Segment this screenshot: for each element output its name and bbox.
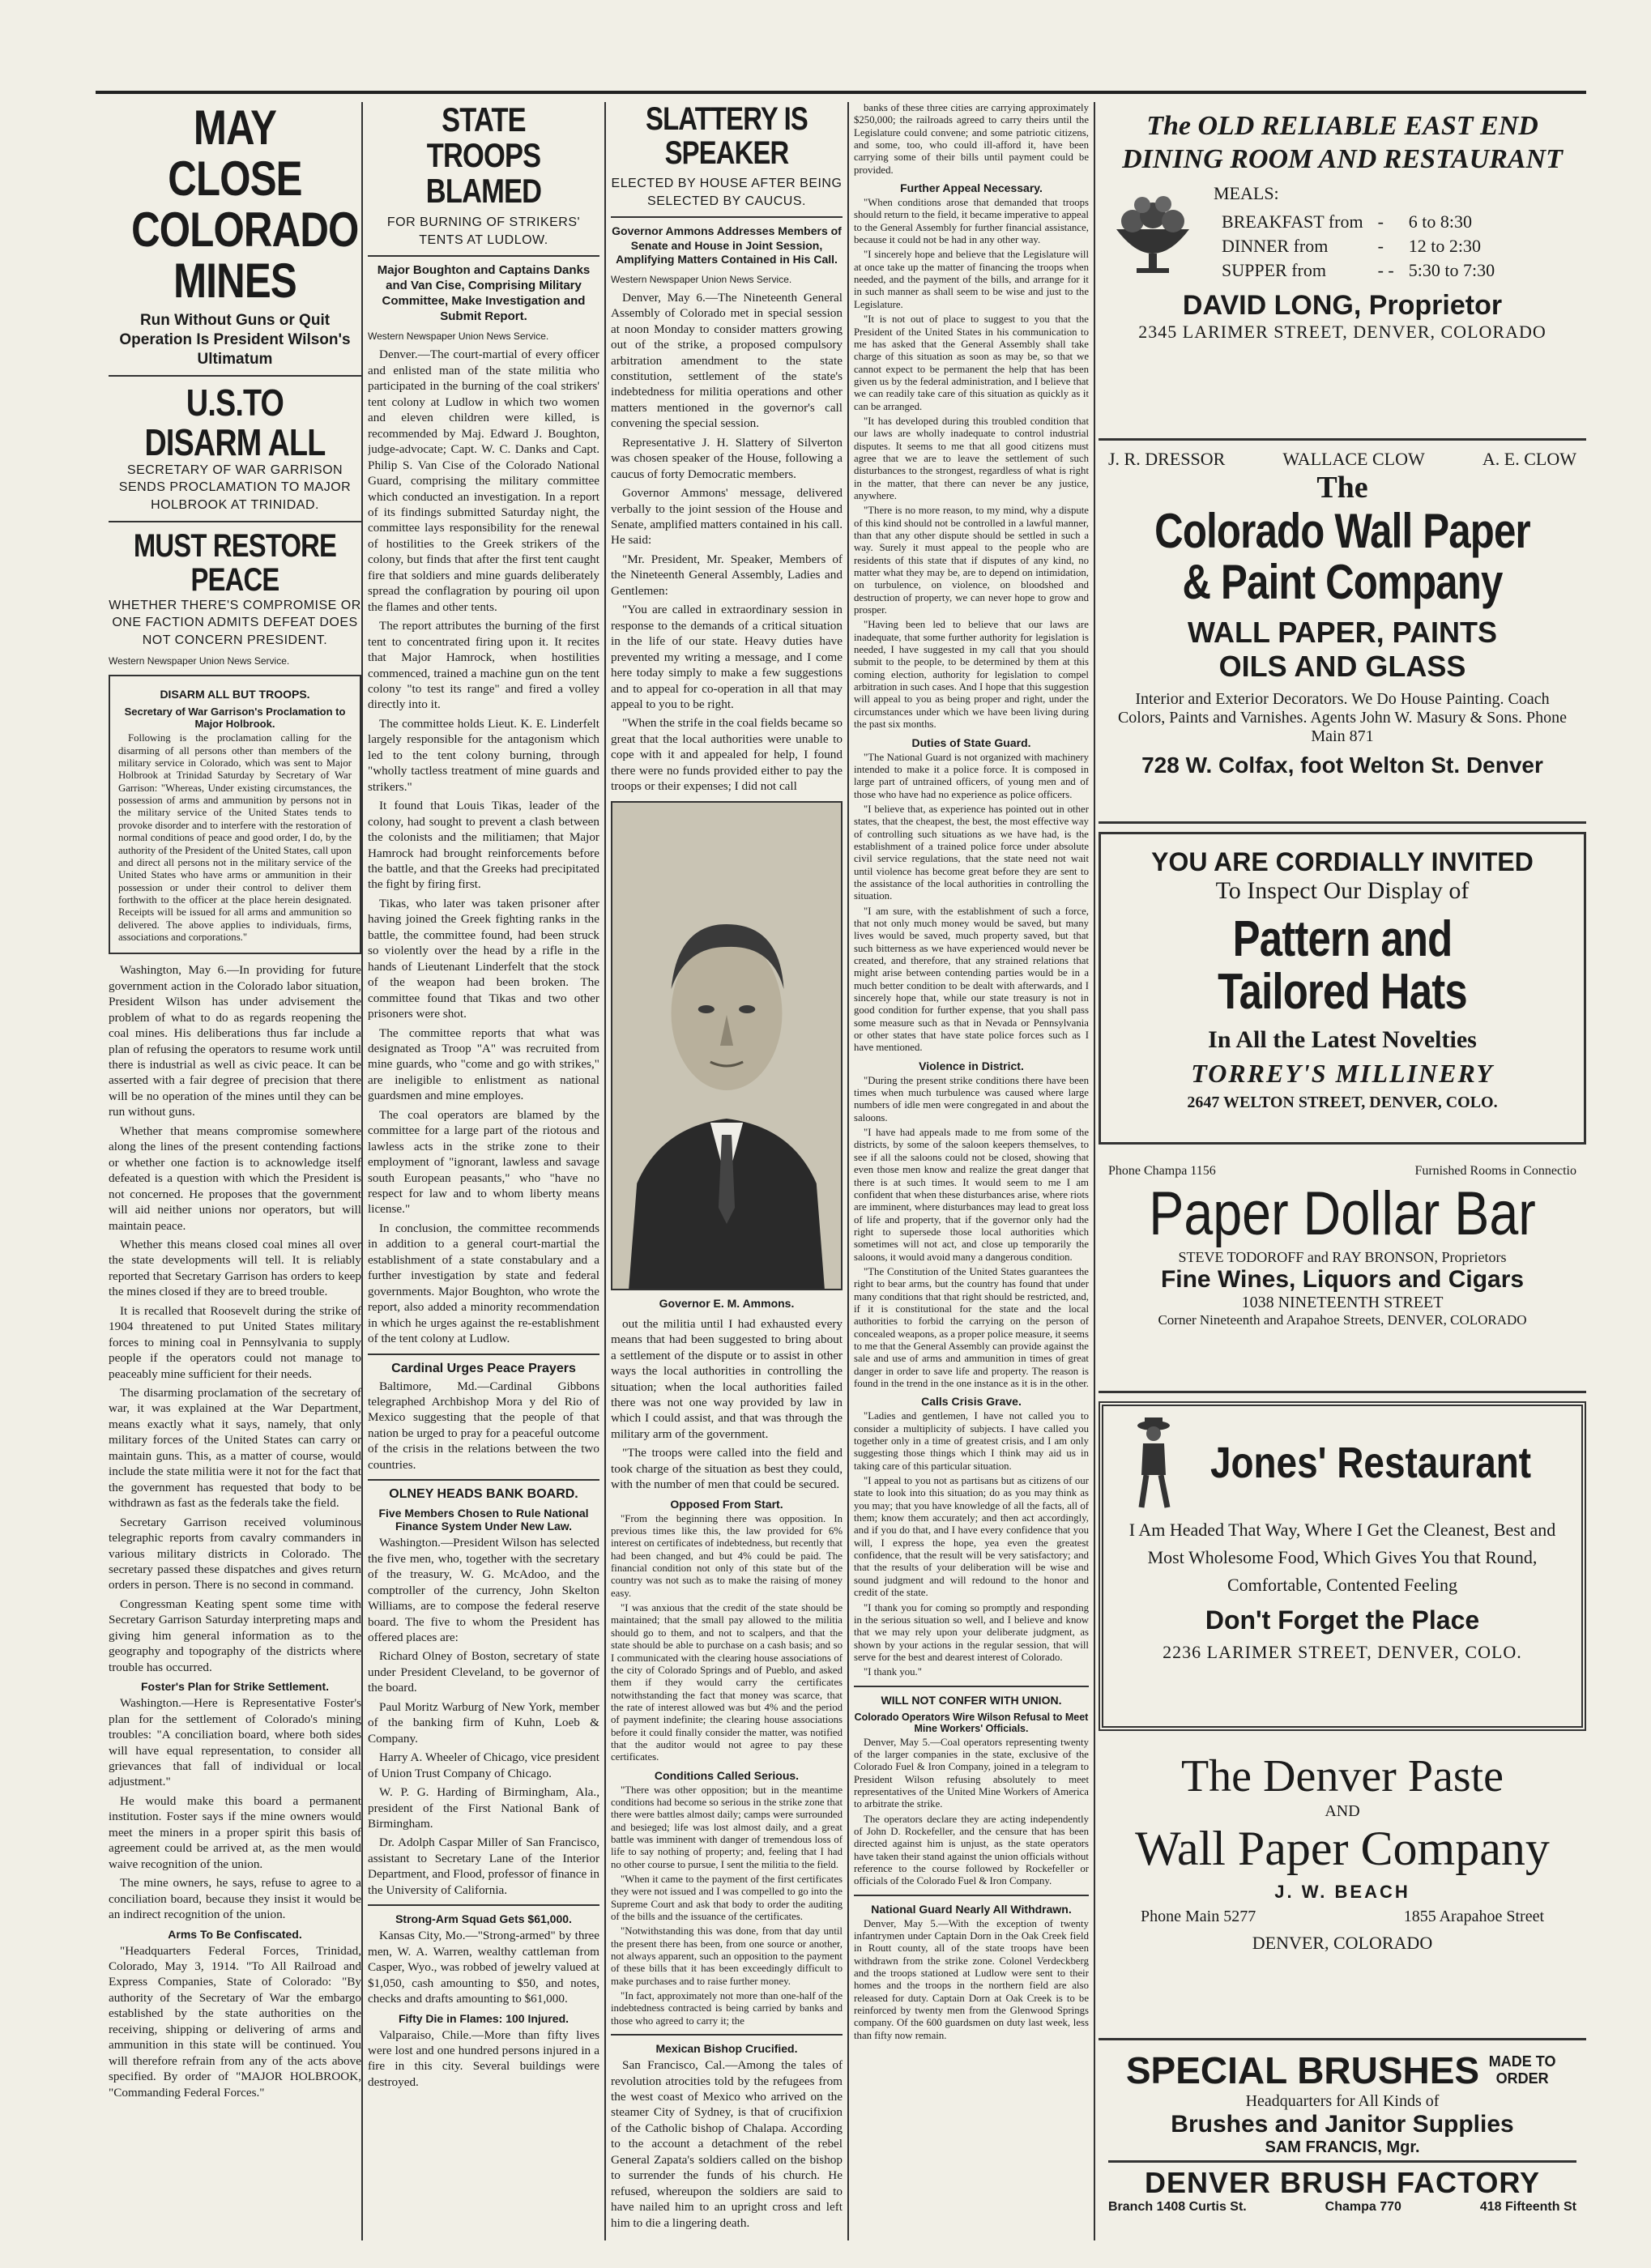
ad-and: AND	[1325, 1802, 1360, 1820]
section-heading: Opposed From Start.	[670, 1497, 783, 1511]
newspaper-page	[96, 91, 1586, 2252]
ad-line: Fine Wines, Liquors and Cigars	[1160, 1266, 1525, 1294]
paragraph: Denver, May 5.—Coal operators representing twenty of the larger companies in the state, exclusive of the Colorado Fuel & Iron Company, joined in a telegram to President Wilson refusing absolutely to meet representatives of the United Mine Workers of America to arbitrate the strike.	[854, 1736, 1089, 1810]
paragraph: San Francisco, Cal.—Among the tales of revolution atrocities told by the refugees from the west coast of Mexico who arrived on the steamer City of Sydney, is that of crucifixion of the Catholic bishop of Chalapa. According to the account a detachment of the rebel General Zapata's soldiers called on the bishop to surrender the funds of his church. He refused, whereupon the soldiers are said to have nailed him to an upright cross and left him to die a lingering death.	[611, 2058, 843, 2230]
paragraph: "Notwithstanding this was done, from that day until the present there has been, from one source or another, not always apparent, such an opposition to the payment of these bills that it has been exceedingly difficult to make purchases and to raise further money.	[611, 1925, 843, 1987]
ad-address: 728 W. Colfax, foot Welton St. Denver	[1141, 752, 1543, 778]
paragraph: "Having been led to believe that our laws are inadequate, that some further authority for legislation is needed, I have suggested in my call that you should submit to the people, to be determined by them at this coming election, authority for legislation to compel arbitration in such cases. And I hope that this suggestion will appeal to you as being proper and right, under the circumstances under which we have been living during the past six months.	[854, 619, 1089, 731]
ad-paper-dollar-bar	[1099, 1156, 1586, 1393]
meal-time: 6 to 8:30	[1408, 211, 1472, 232]
paragraph: "I thank you for coming so promptly and responding in the serious situation so well, and I believe and know that we may rely upon your deliberate judgment, as shown by your actions in the regular session, that will serve for the best and dearest interest of Colorado.	[854, 1601, 1089, 1663]
ad-line: In All the Latest Novelties	[1208, 1026, 1477, 1054]
subheadline-deck: SECRETARY OF WAR GARRISON SENDS PROCLAMATION TO MAJOR HOLBROOK AT TRINIDAD.	[118, 463, 352, 513]
ad-factory: DENVER BRUSH FACTORY	[1144, 2166, 1541, 2199]
ad-torreys-millinery	[1099, 832, 1586, 1145]
ad-title: Jones' Restaurant	[1209, 1439, 1532, 1487]
ad-city: DENVER, COLORADO	[1252, 1933, 1433, 1953]
ad-branch: Branch 1408 Curtis St.	[1108, 2200, 1247, 2214]
headline-deck: ELECTED BY HOUSE AFTER BEING SELECTED BY CAUCUS.	[611, 177, 843, 208]
section-heading: National Guard Nearly All Withdrawn.	[871, 1902, 1072, 1916]
paragraph: He would make this board a permanent institution. Foster says if the mine owners would meet the miners in a proper spirit this basis of agreement could be arrived at, as the men would waive recognition of the union.	[109, 1793, 361, 1871]
ad-text: I Am Headed That Way, Where I Get the Cleanest, Best and Most Wholesome Food, Which Gives You that Round, Comfortable, Contented Feeling	[1128, 1520, 1556, 1596]
section-heading: Violence in District.	[919, 1059, 1024, 1072]
box-subtitle: Secretary of War Garrison's Proclamation to Major Holbrook.	[124, 706, 346, 731]
ad-contact-row	[1108, 1908, 1576, 1926]
paragraph: Washington.—President Wilson has selected the five men, who, together with the secretary of the treasury, W. G. McAdoo, and the comptroller of the currency, John Skelton Williams, are to compose the federal reserve board. The five to whom the President has offered places are:	[368, 1536, 599, 1644]
paragraph: Harry A. Wheeler of Chicago, vice president of Union Trust Company of Chicago.	[368, 1750, 599, 1780]
paragraph: Denver, May 6.—The Nineteenth General Assembly of Colorado met in special session at noon Monday to consider matters growing out of the strike, a proposed compulsory arbitration amendment to the state constitution, settlement of the state's indebtedness for militia operations and other matters mentioned in the governor's call convening the special session.	[611, 290, 843, 431]
paragraph: "I appeal to you not as partisans but as citizens of our state to look into this situation; do as you may think as you may; that you have knowledge of all the facts, all of them; know them accurately; and then act accordingly, and if you do that, and I have every confidence that you will, I express the hope, yea even the greatest confidence, that the result will be very satisfactory; and that the results of your deliberation will be wise and sound judgment and will redound to the honor and credit of the state.	[854, 1475, 1089, 1599]
section-heading: Further Appeal Necessary.	[900, 181, 1043, 195]
paragraph: Congressman Keating spent some time with Secretary Garrison Saturday interpreting maps and giving him general information as to the geography and topography of the districts where trouble has occurred.	[109, 1597, 361, 1674]
section-heading: OLNEY HEADS BANK BOARD.	[389, 1487, 578, 1502]
ad-phone: Phone Champa 1156	[1108, 1164, 1216, 1178]
meal-name: DINNER from	[1222, 235, 1329, 256]
paragraph: "I thank you."	[864, 1666, 922, 1678]
paragraph: "When conditions arose that demanded that troops should return to the field, it became imperative to appeal to the General Assembly for further financial assistance, because it could not be had in any other way.	[854, 197, 1089, 246]
paragraph: "When it came to the payment of the first certificates they were not issued and I was compelled to go into the Supreme Court and ask that body to order the auditing of the bills and the issuance of the certificates.	[611, 1874, 843, 1923]
ad-line: Brushes and Janitor Supplies	[1171, 2111, 1514, 2138]
meal-name: SUPPER from	[1222, 259, 1326, 280]
meal-time: 5:30 to 7:30	[1408, 259, 1495, 280]
paragraph: Secretary Garrison received voluminous telegraphic reports from cavalry commanders in various military districts in Colorado. The secretary passed these dispatches and gives return orders in person. There is no second in command.	[109, 1515, 361, 1592]
box-title: DISARM ALL BUT TROOPS.	[160, 688, 310, 701]
headline: SLATTERY IS SPEAKER	[646, 102, 808, 171]
column-4	[854, 102, 1089, 2240]
section-deck: Five Members Chosen to Rule National Finance System Under New Law.	[378, 1507, 589, 1533]
ad-slogan: Don't Forget the Place	[1205, 1605, 1480, 1635]
ad-mgr: SAM FRANCIS, Mgr.	[1265, 2138, 1420, 2156]
paragraph: The committee holds Lieut. K. E. Linderfelt largely responsible for the antagonism which led to the tent colony burning, through "wholly tactless treatment of mine guards and strikers."	[368, 716, 599, 794]
portrait-image	[612, 803, 841, 1289]
credit-line: Western Newspaper Union News Service.	[368, 330, 549, 343]
ad-title: Paper Dollar Bar	[1149, 1179, 1536, 1248]
paragraph: "During the present strike conditions there have been times when much turbulence was caused where large numbers of idle men were congregated in and about the saloons.	[854, 1074, 1089, 1123]
paragraph: It is recalled that Roosevelt during the strike of 1904 threatened to put United States military forces to mining coal in Pennsylvania to supply people if the operators could not manage to peaceably mine sufficient for their needs.	[109, 1303, 361, 1381]
paragraph: Washington.—Here is Representative Foster's plan for the settlement of Colorado's mining troubles: "A conciliation board, where both sides will have equal representation, to consider all grievances that fall of individual or local adjustment."	[109, 1696, 361, 1789]
ad-title: The OLD RELIABLE EAST END DINING ROOM AND RESTAURANT	[1122, 111, 1563, 174]
ad-line: YOU ARE CORDIALLY INVITED	[1151, 847, 1534, 876]
paragraph: "I was anxious that the credit of the state should be maintained; that the small pay allowed to the militia should go to them, and not to scalpers, and that the state should be able to purchase on a cash basis; and so I communicated with the clearing house associations of the city of Colorado Springs and of Pueblo, and asked them if they would carry the certificates notwithstanding the fact that money was scarce, that the rate of interest allowed was but 4% and the period of payment indefinite; the clearing house associations before it could finally consider the matter, was notified that the auditor would not agree to pay these certificates.	[611, 1602, 843, 1763]
box-text: Following is the proclamation calling for the disarming of all persons other than members of the military service in Colorado, which was sent to Major Holbrook at Trinidad Saturday by Secretary of War Garrison: "Whereas, Under existing circumstances, the possession of arms and ammunition by persons not in the military service of the United States tends to provoke disorder and to interfere with the restoration of normal conditions of peace and good order, I do, by the authority of the President of the United States, call upon and direct all persons not in the military service of the United States who have arms or ammunition in their possession or under their control to deliver them forthwith to the officer at the place herein designated. Receipts will be issued for all arms and ammunition so delivered. The above applies to individuals, firms, associations and corporations."	[118, 732, 352, 943]
ad-title: The Denver Paste	[1180, 1751, 1504, 1801]
governor-portrait	[611, 801, 843, 1290]
ad-name: A. E. CLOW	[1482, 449, 1576, 469]
section-heading: Strong-Arm Squad Gets $61,000.	[395, 1912, 572, 1926]
ad-phone: Champa 770	[1325, 2200, 1401, 2214]
meal-row	[1215, 259, 1501, 282]
paragraph: Governor Ammons' message, delivered verbally to the joint session of the House and Senate, amplified matters contained in his call. He said:	[611, 486, 843, 548]
fruit-bowl-icon	[1108, 185, 1197, 282]
ad-title: SPECIAL BRUSHES	[1125, 2049, 1480, 2091]
meal-dashes: -	[1377, 211, 1384, 232]
paragraph: banks of these three cities are carrying approximately $250,000; the railroads agreed to carry theirs until the Legislature could convene; and some patriotic citizens, and some, too, who could ill-afford it, have been carrying some of their bills until payment could be provided.	[854, 102, 1089, 176]
ad-text: Interior and Exterior Decorators. We Do House Painting. Coach Colors, Paints and Varnishes. Agents John W. Masury & Sons. Phone Main 871	[1117, 690, 1568, 745]
ad-east-end-restaurant	[1099, 102, 1586, 441]
paragraph: The mine owners, he says, refuse to agree to a conciliation board, because they insist it would be an indirect recognition of the union.	[109, 1876, 361, 1922]
section-deck: Colorado Operators Wire Wilson Refusal to Meet Mine Workers' Officials.	[854, 1711, 1089, 1734]
column-2	[368, 102, 599, 2240]
ad-line: WALL PAPER, PAINTS	[1187, 616, 1498, 649]
paragraph: "It is not out of place to suggest to you that the President of the United States in his communication to me has asked that the General Assembly shall take charge of this situation as soon as may be, so that we cannot expect to be permanent the help that has been given us by the federal administration, and I believe that we can readily take care of this situation as quickly as it can be arranged.	[854, 313, 1089, 412]
ad-line: To Inspect Our Display of	[1215, 877, 1470, 904]
paragraph: "I have had appeals made to me from some of the districts, by some of the saloon keepers themselves, to see if all the saloons could not be closed, showing that even those men know and realize the great danger that there is at such times. It would seem to me I am confident that when these disturbances arise, where riots are imminent, where disturbances may lead to great loss of life and property, that if the governor only had the right to supersede those local authorities which sometimes will not act, and close up temporarily the saloons, it would avoid many a dangerous condition.	[854, 1127, 1089, 1263]
headline-deck: Major Boughton and Captains Danks and Van Cise, Comprising Military Committee, Make Investigation and Submit Report.	[377, 263, 591, 323]
paragraph: Whether this means closed coal mines all over the state developments will tell. It is reliably reported that Secretary Garrison has orders to keep the mines closed if they are to breed trouble.	[109, 1237, 361, 1299]
subheadline: U.S.TO DISARM ALL	[144, 382, 326, 463]
ad-address: 2236 LARIMER STREET, DENVER, COLO.	[1163, 1642, 1522, 1663]
ad-address: 1038 NINETEENTH STREET	[1241, 1294, 1444, 1312]
paragraph: "It has developed during this troubled condition that our laws are wholly inadequate to control industrial disputes. It seems to me that all good citizens must agree that we are to leave the settlement of such disturbances to the strongest, regardless of what is right in the matter, that there can never be any justice, anywhere.	[854, 415, 1089, 501]
ad-address: 2345 LARIMER STREET, DENVER, COLORADO	[1138, 321, 1546, 342]
ad-address: 2647 WELTON STREET, DENVER, COLO.	[1187, 1094, 1498, 1112]
portrait-caption: Governor E. M. Ammons.	[659, 1296, 795, 1310]
ad-the: The	[1316, 471, 1368, 505]
paragraph: out the militia until I had exhausted every means that had been suggested to bring about a settlement of the dispute or to assist in other ways the local authorities in controlling the situation; when the local authorities failed there was not one way provided by law in which I could assist, and that was through the military arm of the government.	[611, 1316, 843, 1441]
subheadline: MUST RESTORE PEACE	[133, 527, 337, 598]
paragraph: Representative J. H. Slattery of Silverton was chosen speaker of the House, following a caucus of forty Democratic members.	[611, 435, 843, 481]
ad-phone: Phone Main 5277	[1141, 1908, 1256, 1925]
paragraph: "Mr. President, Mr. Speaker, Members of the Nineteenth General Assembly, Ladies and Gentlemen:	[611, 552, 843, 598]
section-heading: Fifty Die in Flames: 100 Injured.	[398, 2011, 570, 2025]
paragraph: The disarming proclamation of the secretary of war, it was explained at the War Department, means exactly what it says, namely, that only military forces of the United States can carry or maintain guns. This, as a matter of course, would include the state militia were it not for the fact that the government has requested that body to be withdrawn as fast as the federals take the field.	[109, 1386, 361, 1511]
paragraph: "There is no more reason, to my mind, why a dispute of this kind should not be controlled in a lawful manner, than that any other dispute should be settled in such a way. Surely it must appeal to the people who are residents of this state that if disputes of any kind, no matter what they may be, are to depend on intimidation, on turbulence, on violence, on bloodshed and destruction of property, we can never hope to grow and prosper.	[854, 505, 1089, 616]
ad-denver-brush-factory	[1099, 2040, 1586, 2219]
ad-name: J. R. DRESSOR	[1108, 449, 1226, 469]
column-divider	[604, 102, 606, 2240]
paragraph: W. P. G. Harding of Birmingham, Ala., president of the First National Bank of Birmingham.	[368, 1785, 599, 1831]
meals-label: MEALS:	[1214, 182, 1279, 203]
column-divider	[847, 102, 849, 2240]
paragraph: Tikas, who later was taken prisoner after having joined the Greek fighting ranks in the battle, the committee found, had been struck so violently over the head by a rifle in the hands of Lieutenant Linderfelt that the stock of the weapon had been broken. The committee found that Tikas and two other prisoners were shot.	[368, 896, 599, 1021]
paragraph: Whether that means compromise somewhere along the lines of the present contending factions or whether one faction is to acknowledge itself defeated is a question with which the President is not concerned. He proposes that the government will aid neither unions nor operators, but will maintain peace.	[109, 1123, 361, 1233]
paragraph: Richard Olney of Boston, secretary of state under President Cleveland, to be governor of the board.	[368, 1649, 599, 1695]
meal-row	[1215, 235, 1501, 258]
section-heading: Arms To Be Confiscated.	[168, 1927, 302, 1941]
section-heading: Mexican Bishop Crucified.	[655, 2042, 798, 2056]
paragraph: "When the strife in the coal fields became so great that the local authorities were unable to cope with it and appealed for help, I found there were no funds provided either to pay the troops or their expenses; I did not call	[611, 716, 843, 794]
paragraph: The operators declare they are acting independently of John D. Rockefeller, and the censure that has been directed against him is unjust, as the state operators have taken their stand against the union officials without reference to the course followed by Rockefeller or officials of the Colorado Fuel & Iron Company.	[854, 1813, 1089, 1887]
headline-deck: Governor Ammons Addresses Members of Senate and House in Joint Session, Amplifying Matters Contained in His Call.	[612, 224, 842, 266]
ad-made: MADE TO ORDER	[1488, 2053, 1556, 2087]
headline: MAY CLOSE COLORADO MINES	[131, 102, 359, 308]
column-divider	[361, 102, 363, 2240]
ad-proprietor: DAVID LONG, Proprietor	[1182, 289, 1503, 321]
proclamation-box	[109, 675, 361, 954]
ad-owner: J. W. BEACH	[1274, 1882, 1410, 1902]
meals-table	[1214, 209, 1503, 284]
section-heading: Duties of State Guard.	[911, 735, 1031, 749]
ad-name: WALLACE CLOW	[1282, 449, 1425, 469]
paragraph: In conclusion, the committee recommends in addition to a general court-martial the establishment of a state constabulary and a further investigation by state and federal governments. Major Boughton, who wrote the report, also added a minority recommendation in which he urges against the re-establishment of the tent colony at Ludlow.	[368, 1221, 599, 1346]
section-heading: Conditions Called Serious.	[654, 1768, 800, 1782]
man-walking-icon	[1125, 1414, 1182, 1511]
paragraph: "From the beginning there was opposition. In previous times like this, the law provided for 6% interest on certificates of indebtedness, but recently that had been changed, and but 4% could be paid. The financial condition not only of this state but of the country was not such as to make the raising of money easy.	[611, 1512, 843, 1599]
section-heading: Foster's Plan for Strike Settlement.	[140, 1680, 330, 1694]
meal-dashes: - -	[1377, 259, 1394, 280]
top-rule	[96, 91, 1586, 94]
ad-line: Headquarters for All Kinds of	[1245, 2092, 1440, 2110]
paragraph: "The Constitution of the United States guarantees the right to bear arms, but the country has found that under many conditions that that right should be restricted, and, if it is constitutional for the state and the local authorities to forbid the carrying on the person of concealed weapons, as a proper police measure, it seems to me that the General Assembly can provide against the sale and use of arms and ammunition in times of great danger in order to save life and property. The reason is found in the trend in the one instance as it is in the other.	[854, 1265, 1089, 1389]
paragraph: "Ladies and gentlemen, I have not called you to consider a multiplicity of subjects. I have called you together only in a time of greatest crisis, and I am only suggesting those things which I think may aid us in taking care of this particular situation.	[854, 1410, 1089, 1472]
paragraph: "There was other opposition; but in the meantime conditions had become so serious in the strike zone that there were battles almost daily; camps were surrounded and besieged; life was lost almost daily, and a great battle was imminent with danger of tremendous loss of life to say nothing of property; and, feeling that I had no other course to pursue, I sent the militia to the field.	[611, 1784, 843, 1870]
ad-address: 418 Fifteenth St	[1479, 2200, 1576, 2214]
section-heading: Cardinal Urges Peace Prayers	[391, 1361, 576, 1375]
paragraph: Denver, May 5.—With the exception of twenty infantrymen under Captain Dorn in the Oak Creek field in Routt county, all of the state troops have been withdrawn from the strike zone. Colonel Verdeckberg and the troops stationed at Ludlow were sent to their homes and the troops in the northern field are also released for duty. Captain Dorn at Oak Creek is to be reinforced by twenty men from the Glenwood Springs company. Of the 600 guardsmen on duty last week, less than fifty now remain.	[854, 1917, 1089, 2041]
paragraph: "In fact, approximately not more than one-half of the indebtedness contracted is being carried by banks and those who agreed to carry it; the	[611, 1990, 843, 2027]
meal-row	[1215, 211, 1501, 233]
paragraph: Baltimore, Md.—Cardinal Gibbons telegraphed Archbishop Mora y del Rio of Mexico suggesting that the people of that nation be urged to pray for a peaceful outcome of the crisis in the relations between the two countries.	[368, 1379, 599, 1472]
paragraph: "I am sure, with the establishment of such a force, that not only much money would be saved, but many lives would be saved, much property saved, but that such bitterness as we have experienced would never be created, and therefore, that any strained relations that might arise between contending parties would be in a much better condition to be dealt with afterwards, and I sincerely hope that, while our state treasury is not in good condition for further expense, that you shall pass some measure such as that in Nevada or Pennsylvania or other states that have state police forces such as I have mentioned.	[854, 905, 1089, 1054]
meal-time: 12 to 2:30	[1408, 235, 1481, 256]
headline-deck: FOR BURNING OF STRIKERS' TENTS AT LUDLOW.	[386, 215, 581, 247]
headline: STATE TROOPS BLAMED	[425, 102, 542, 211]
paragraph: "Headquarters Federal Forces, Trinidad, Colorado, May 3, 1914. "To All Railroad and Express Companies, State of Colorado: "By authority of the Secretary of War the embargo established by the state authorities on the receiving, shipping or delivering of arms and ammunition in this state will be continued. You will therefore refrain from any of the acts above specified. By order of "MAJOR HOLBROOK, "Commanding Federal Forces."	[109, 1943, 361, 2100]
paragraph: The report attributes the burning of the first tent to concentrated firing upon it. It recites that Major Hamrock, when hostilities commenced, trained a machine gun on the tent colony "to test its range" and fired a volley directly into it.	[368, 619, 599, 712]
paragraph: The committee reports that what was designated as Troop "A" was recruited from mine guards, who "come and go with strikes," are ineligible to enlistment as national guardsmen and mine employes.	[368, 1025, 599, 1103]
ad-top-row	[1108, 1164, 1576, 1179]
ad-corner: Corner Nineteenth and Arapahoe Streets, DENVER, COLORADO	[1158, 1312, 1527, 1328]
meal-name: BREAKFAST from	[1222, 211, 1363, 232]
paragraph: Denver.—The court-martial of every officer and enlisted man of the state militia who participated in the burning of the coal strikers' tent colony at Ludlow in which two women and eleven children were killed, is recommended by Maj. Edward J. Boughton, judge-advocate; Capt. W. C. Danks and Capt. Philip S. Van Cise of the Colorado National Guard, comprising the military committee which conducted an investigation. In a report of its findings submitted Saturday night, the committee lays responsibility for the renewal of hostilities to the Greek strikers of the colony, but finds that after the first tent caught fire that soldiers and mine guards deliberately spread the conflagration by pouring oil upon the flames and other tents.	[368, 347, 599, 614]
section-heading: Calls Crisis Grave.	[921, 1395, 1022, 1409]
ad-branch-row	[1108, 2200, 1576, 2215]
paragraph: The coal operators are blamed by the committee for a large part of the riotous and lawless acts in the strike zone to their employment of "ignorant, lawless and savage south European peasants," who "have no respect for law and to whom liberty means license."	[368, 1107, 599, 1217]
paragraph: "I sincerely hope and believe that the Legislature will at once take up the matter of financing the troops when needed, and the payment of the bills, and arrange for it in such manner as shall seem to be wise and just to the Legislature.	[854, 249, 1089, 310]
column-divider	[1094, 102, 1095, 2240]
paragraph: "You are called in extraordinary session in response to the demands of a critical situation in the life of our state. Heavy duties have prevented my writing a message, and I come here today simply to make a few suggestions and to appeal for co-operation in all that may appeal to you to be right.	[611, 603, 843, 712]
ad-street: 1855 Arapahoe Street	[1403, 1908, 1544, 1925]
headline-deck: Run Without Guns or Quit Operation Is President Wilson's Ultimatum	[119, 312, 351, 368]
ad-name: TORREY'S MILLINERY	[1191, 1059, 1494, 1089]
ad-colorado-wall-paper	[1099, 441, 1586, 824]
paragraph: Washington, May 6.—In providing for future government action in the Colorado labor situation, President Wilson has under advisement the problem of what to do as regards reopening the coal mines. His deliberations thus far include a plan of refusing the operators to resume work until there is industrial as well as civic peace. It can be asserted with a fair degree of precision that there will be no operation of the mines until they can be run without guns.	[109, 963, 361, 1119]
meal-dashes: -	[1377, 235, 1384, 256]
ad-props: STEVE TODOROFF and RAY BRONSON, Proprietors	[1178, 1249, 1507, 1266]
paragraph: It found that Louis Tikas, leader of the colony, had sought to prevent a clash between the colonists and the militiamen; that Major Hamrock had brought reinforcements before the battle, and that the Greeks had precipitated the fight by firing first.	[368, 799, 599, 892]
advertisements-column	[1099, 102, 1586, 2240]
ad-rooms: Furnished Rooms in Connectio	[1414, 1164, 1576, 1178]
ad-title: Colorado Wall Paper & Paint Company	[1154, 504, 1530, 609]
ad-line: OILS AND GLASS	[1218, 650, 1466, 683]
paragraph: Paul Moritz Warburg of New York, member of the banking firm of Kuhn, Loeb & Company.	[368, 1699, 599, 1746]
paragraph: Dr. Adolph Caspar Miller of San Francisco, assistant to Secretary Lane of the Interior Department, and Flood, professor of finance in the University of California.	[368, 1835, 599, 1897]
ad-title: Pattern and Tailored Hats	[1218, 911, 1467, 1021]
paragraph: Kansas City, Mo.—"Strong-armed" by three men, W. A. Warren, wealthy cattleman from Casper, Wyo., was robbed of jewelry valued at $1,050, cash amounting to $50, and notes, checks and drafts amounting to $61,000.	[368, 1929, 599, 2006]
credit-line: Western Newspaper Union News Service.	[611, 273, 792, 285]
paragraph: "The National Guard is not organized with machinery intended to make it a police force. It is composed in large part of untrained officers, of young men and of those who have had no experience as police officers.	[854, 751, 1089, 800]
ad-names	[1108, 449, 1576, 470]
ad-jones-restaurant	[1099, 1401, 1586, 1731]
section-heading: WILL NOT CONFER WITH UNION.	[881, 1693, 1062, 1707]
ad-title: Wall Paper Company	[1135, 1822, 1550, 1875]
paragraph: "The troops were called into the field and took charge of the situation as best they could, with the number of men that could be secured.	[611, 1446, 843, 1492]
subheadline-deck: WHETHER THERE'S COMPROMISE OR ONE FACTION ADMITS DEFEAT DOES NOT CONCERN PRESIDENT.	[109, 598, 361, 647]
column-1	[109, 102, 361, 2240]
column-3	[611, 102, 843, 2240]
paragraph: "I believe that, as experience has pointed out in other states, that the cheapest, the best, the most effective way of controlling such situations as we have had, is the establishment of a trained police force under absolute civil service regulations, that the state need not wait until violence has become great before they are sent to the assistance of the local authorities in controlling the situation.	[854, 803, 1089, 902]
credit-line: Western Newspaper Union News Service.	[109, 655, 290, 667]
paragraph: Valparaiso, Chile.—More than fifty lives were lost and one hundred persons injured in a fire in this city. Several buildings were destroyed.	[368, 2027, 599, 2089]
ad-denver-paste	[1099, 1742, 1586, 2040]
